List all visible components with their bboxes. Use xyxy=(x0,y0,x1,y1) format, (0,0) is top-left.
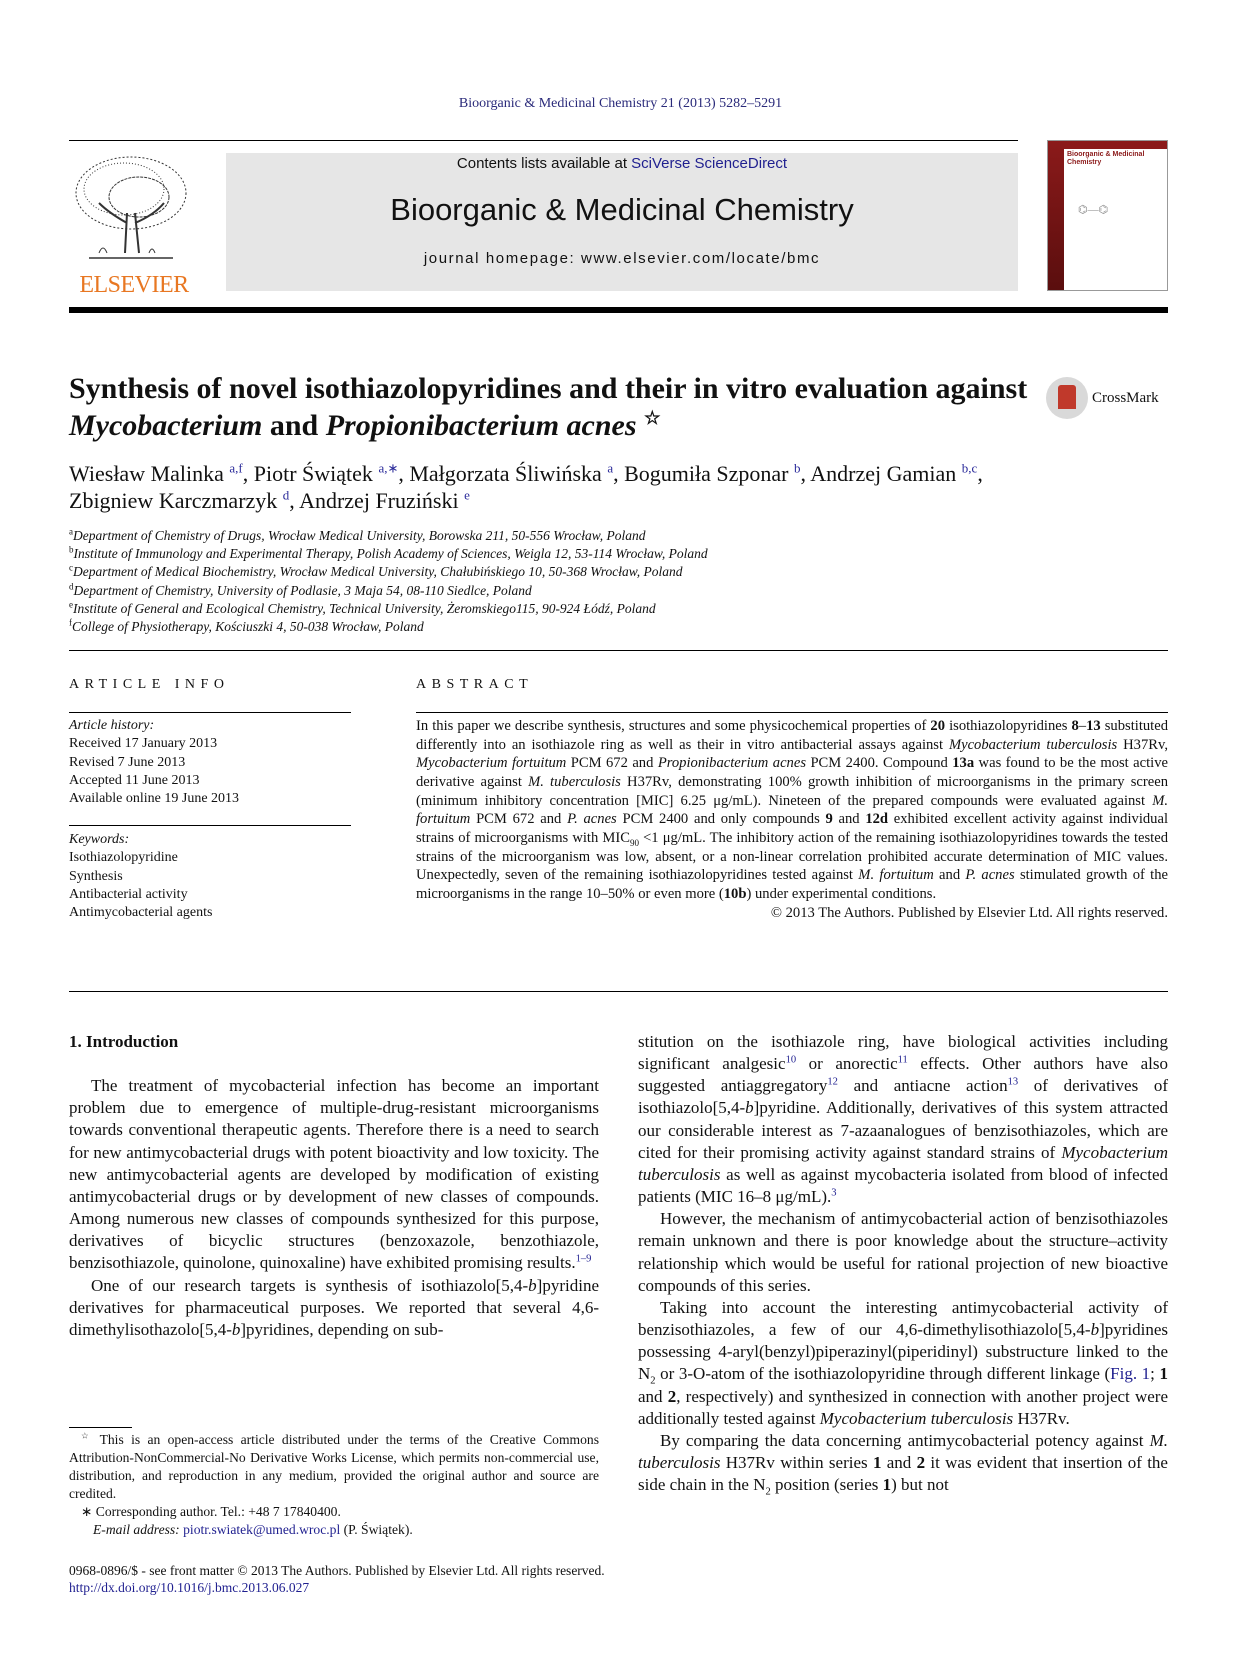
keyword: Antibacterial activity xyxy=(69,886,188,902)
reference-link[interactable]: 3 xyxy=(831,1187,837,1199)
sciencedirect-link[interactable]: SciVerse ScienceDirect xyxy=(631,155,788,172)
history-item: Accepted 11 June 2013 xyxy=(69,772,200,788)
contents-line xyxy=(226,155,1018,172)
reference-link[interactable]: 11 xyxy=(897,1054,908,1066)
keyword: Antimycobacterial agents xyxy=(69,905,213,921)
footnote-divider xyxy=(69,1427,132,1428)
journal-citation[interactable]: Bioorganic & Medicinal Chemistry 21 (2013) 5282–5291 xyxy=(458,96,783,111)
divider xyxy=(69,712,351,713)
history-item: Received 17 January 2013 xyxy=(69,736,218,752)
crossmark-button[interactable] xyxy=(1046,376,1170,420)
reference-link[interactable]: 12 xyxy=(827,1076,838,1088)
keyword: Synthesis xyxy=(69,868,123,884)
email-name: (P. Świątek). xyxy=(340,1522,413,1537)
molecule-icon: ⌬—⌬ xyxy=(1078,204,1109,216)
doi-link[interactable]: http://dx.doi.org/10.1016/j.bmc.2013.06.027 xyxy=(69,1580,310,1595)
affiliation: $^f$College of Physiotherapy, Kościuszki 4, 50-038 Wrocław, Poland xyxy=(69,617,424,635)
elsevier-tree-icon xyxy=(69,153,193,265)
paragraph: The treatment of mycobacterial infection has become an important problem due to emergence of multiple-drug-resistant microorganisms towards conventional therapeutic agents. Therefore there is a need to search for new antimycobacterial drugs with potent bioactivity and low toxicity. The new antimycobacterial agents are developed by modification of existing antimycobacterial drugs or by development of new classes of compounds. Among numerous new classes of compounds synthesized for this purpose, derivatives of bicyclic structures (benzoxazole, benzothiazole, benzisothiazole, quinolone, quinoxaline) have exhibited promising results.$^{1-9}$ xyxy=(69,1076,599,1273)
footnotes xyxy=(69,1431,599,1539)
email-note xyxy=(69,1521,599,1539)
affiliation: $^a$Department of Chemistry of Drugs, Wrocław Medical University, Borowska 211, 50-556 Wrocław, Poland xyxy=(69,526,646,543)
journal-header-box xyxy=(226,153,1018,291)
header-divider xyxy=(69,307,1168,313)
reference-link[interactable]: 13 xyxy=(1007,1076,1019,1088)
corresponding-author-note: ∗ Corresponding author. Tel.: +48 7 17840400. xyxy=(81,1504,341,1519)
journal-homepage[interactable]: journal homepage: www.elsevier.com/locate/bmc xyxy=(423,250,821,267)
body-column-right xyxy=(638,1031,1168,1496)
divider xyxy=(69,650,1168,651)
paragraph: One of our research targets is synthesis of isothiazolo[5,4-b]pyridine derivatives for pharmaceutical purposes. We reported that several 4,6-dimethylisothazolo[5,4-b]pyridines, depending on sub- xyxy=(69,1275,599,1339)
abstract xyxy=(416,717,1168,922)
paragraph: Taking into account the interesting antimycobacterial activity of benzisothiazoles, a few of our 4,6-dimethylisothiazolo[5,4-b]pyridines possessing 4-aryl(benzyl)piperazinyl(piperidinyl) substructure linked to the $N_2$ or 3-O-atom of the isothiazolopyridine through different linkage (Fig. 1; 1 and 2, respectively) and synthesized in connection with another project were additionally tested against Mycobacterium tuberculosis H37Rv. xyxy=(638,1297,1168,1428)
body-column-left xyxy=(69,1031,599,1341)
email-link[interactable]: piotr.swiatek@umed.wroc.pl xyxy=(183,1522,341,1537)
keyword: Isothiazolopyridine xyxy=(69,850,178,866)
email-label: E-mail address: xyxy=(93,1522,184,1537)
elsevier-wordmark: ELSEVIER xyxy=(79,272,189,298)
divider xyxy=(69,825,351,826)
journal-cover-thumbnail[interactable] xyxy=(1047,140,1168,291)
abstract-heading: ABSTRACT xyxy=(416,677,534,692)
divider xyxy=(416,712,1168,713)
cover-title: Bioorganic & Medicinal Chemistry xyxy=(1067,151,1145,166)
open-access-footnote: ☆ This is an open-access article distributed under the terms of the Creative Commons Attribution-NonCommercial-No Derivative Works License, which permits non-commercial use, distribution, and reproduction in any medium, provided the original author and source are credited. xyxy=(69,1430,599,1501)
divider xyxy=(69,140,1018,141)
affiliation: $^d$Department of Chemistry, University of Podlasie, 3 Maja 54, 08-110 Siedlce, Poland xyxy=(69,581,532,598)
section-heading-introduction: 1. Introduction xyxy=(69,1032,179,1051)
affiliation: $^c$Department of Medical Biochemistry, Wrocław Medical University, Chałubińskiego 10, 50-368 Wrocław, Poland xyxy=(69,562,683,580)
abstract-text: In this paper we describe synthesis, structures and some physicochemical properties of 20 isothiazolopyridines 8–13 substituted differently into an isothiazole ring as well as their in vitro antibacterial assays against Mycobacterium tuberculosis H37Rv, Mycobacterium fortuitum PCM 672 and Propionibacterium acnes PCM 2400. Compound 13a was found to be the most active derivative against M. tuberculosis H37Rv, demonstrating 100% growth inhibition of microorganisms in the primary screen (minimum inhibitory concentration [MIC] 6.25 μg/mL). Nineteen of the prepared compounds were evaluated against M. fortuitum PCM 672 and P. acnes PCM 2400 and only compounds 9 and 12d exhibited excellent activity against individual strains of microorganisms with $MIC_{90} <1$ μg/mL. The inhibitory action of the remaining isothiazolopyridines towards the tested strains of the microorganism was low, absent, or a non-linear correlation prohibited accurate determination of MIC values. Unexpectedly, seven of the remaining isothiazolopyridines tested against M. fortuitum and P. acnes stimulated growth of the microorganisms in the range 10–50% or even more (10b) under experimental conditions. xyxy=(416,718,1168,902)
paragraph: By comparing the data concerning antimycobacterial potency against M. tuberculosis H37Rv within series 1 and 2 it was evident that insertion of the side chain in the $N_2$ position (series 1) but not xyxy=(638,1430,1168,1498)
article-info-heading: ARTICLE INFO xyxy=(69,677,230,692)
paragraph: stitution on the isothiazole ring, have biological activities including significant analgesic$^{10}$ or anorectic$^{11}$ effects. Other authors have also suggested antiaggregatory$^{12}$ and antiacne action$^{13}$ of derivatives of isothiazolo[5,4-b]pyridine. Additionally, derivatives of this system attracted our considerable interest as 7-azaanalogues of benzisothiazoles, which are cited for their promising activity against standard strains of Mycobacterium tuberculosis as well as against mycobacteria isolated from blood of infected patients (MIC 16–8 μg/mL).$^3$ xyxy=(638,1032,1169,1207)
article-history xyxy=(69,717,351,808)
crossmark-label: CrossMark xyxy=(1092,389,1159,406)
history-label: Article history: xyxy=(69,718,155,733)
reference-link[interactable]: 1–9 xyxy=(575,1253,592,1265)
history-item: Available online 19 June 2013 xyxy=(69,791,240,807)
issn-line: 0968-0896/$ - see front matter © 2013 The Authors. Published by Elsevier Ltd. All rights reserved. xyxy=(69,1563,605,1578)
affiliation: $^b$Institute of Immunology and Experimental Therapy, Polish Academy of Sciences, Weigla 12, 53-114 Wrocław, Poland xyxy=(69,544,708,562)
crossmark-icon xyxy=(1046,377,1088,419)
page-footer xyxy=(69,1562,605,1596)
keywords xyxy=(69,831,351,922)
reference-link[interactable]: 10 xyxy=(785,1054,797,1066)
history-item: Revised 7 June 2013 xyxy=(69,754,186,770)
affiliation: $^e$Institute of General and Ecological Chemistry, Technical University, Żeromskiego115, 90-924 Łódź, Poland xyxy=(69,599,656,616)
divider xyxy=(69,991,1168,992)
article-title: Synthesis of novel isothiazolopyridines and their in vitro evaluation against Mycobacterium and Propionibacterium acnes ☆ xyxy=(69,372,1028,442)
paragraph: However, the mechanism of antimycobacterial action of benzisothiazoles remain unknown and there is poor knowledge about the structure–activity relationship which would be useful for rational projection of new bioactive compounds of this series. xyxy=(638,1209,1168,1295)
figure-link[interactable]: Fig. 1 xyxy=(1110,1364,1151,1384)
affiliations xyxy=(69,527,1169,636)
contents-label: Contents lists available at xyxy=(456,155,632,172)
elsevier-logo[interactable] xyxy=(69,153,199,298)
author-list: Wiesław Malinka $^{a,f}$, Piotr Świątek $^{a,∗}$, Małgorzata Śliwińska $^a$, Bogumiła Szponar $^b$, Andrzej Gamian $^{b,c}$, Zbigniew Karczmarzyk $^d$, Andrzej Fruziński $^e$ xyxy=(69,460,983,513)
keywords-label: Keywords: xyxy=(69,832,130,847)
abstract-copyright: © 2013 The Authors. Published by Elsevier Ltd. All rights reserved. xyxy=(770,904,1168,921)
journal-title: Bioorganic & Medicinal Chemistry xyxy=(390,192,854,227)
